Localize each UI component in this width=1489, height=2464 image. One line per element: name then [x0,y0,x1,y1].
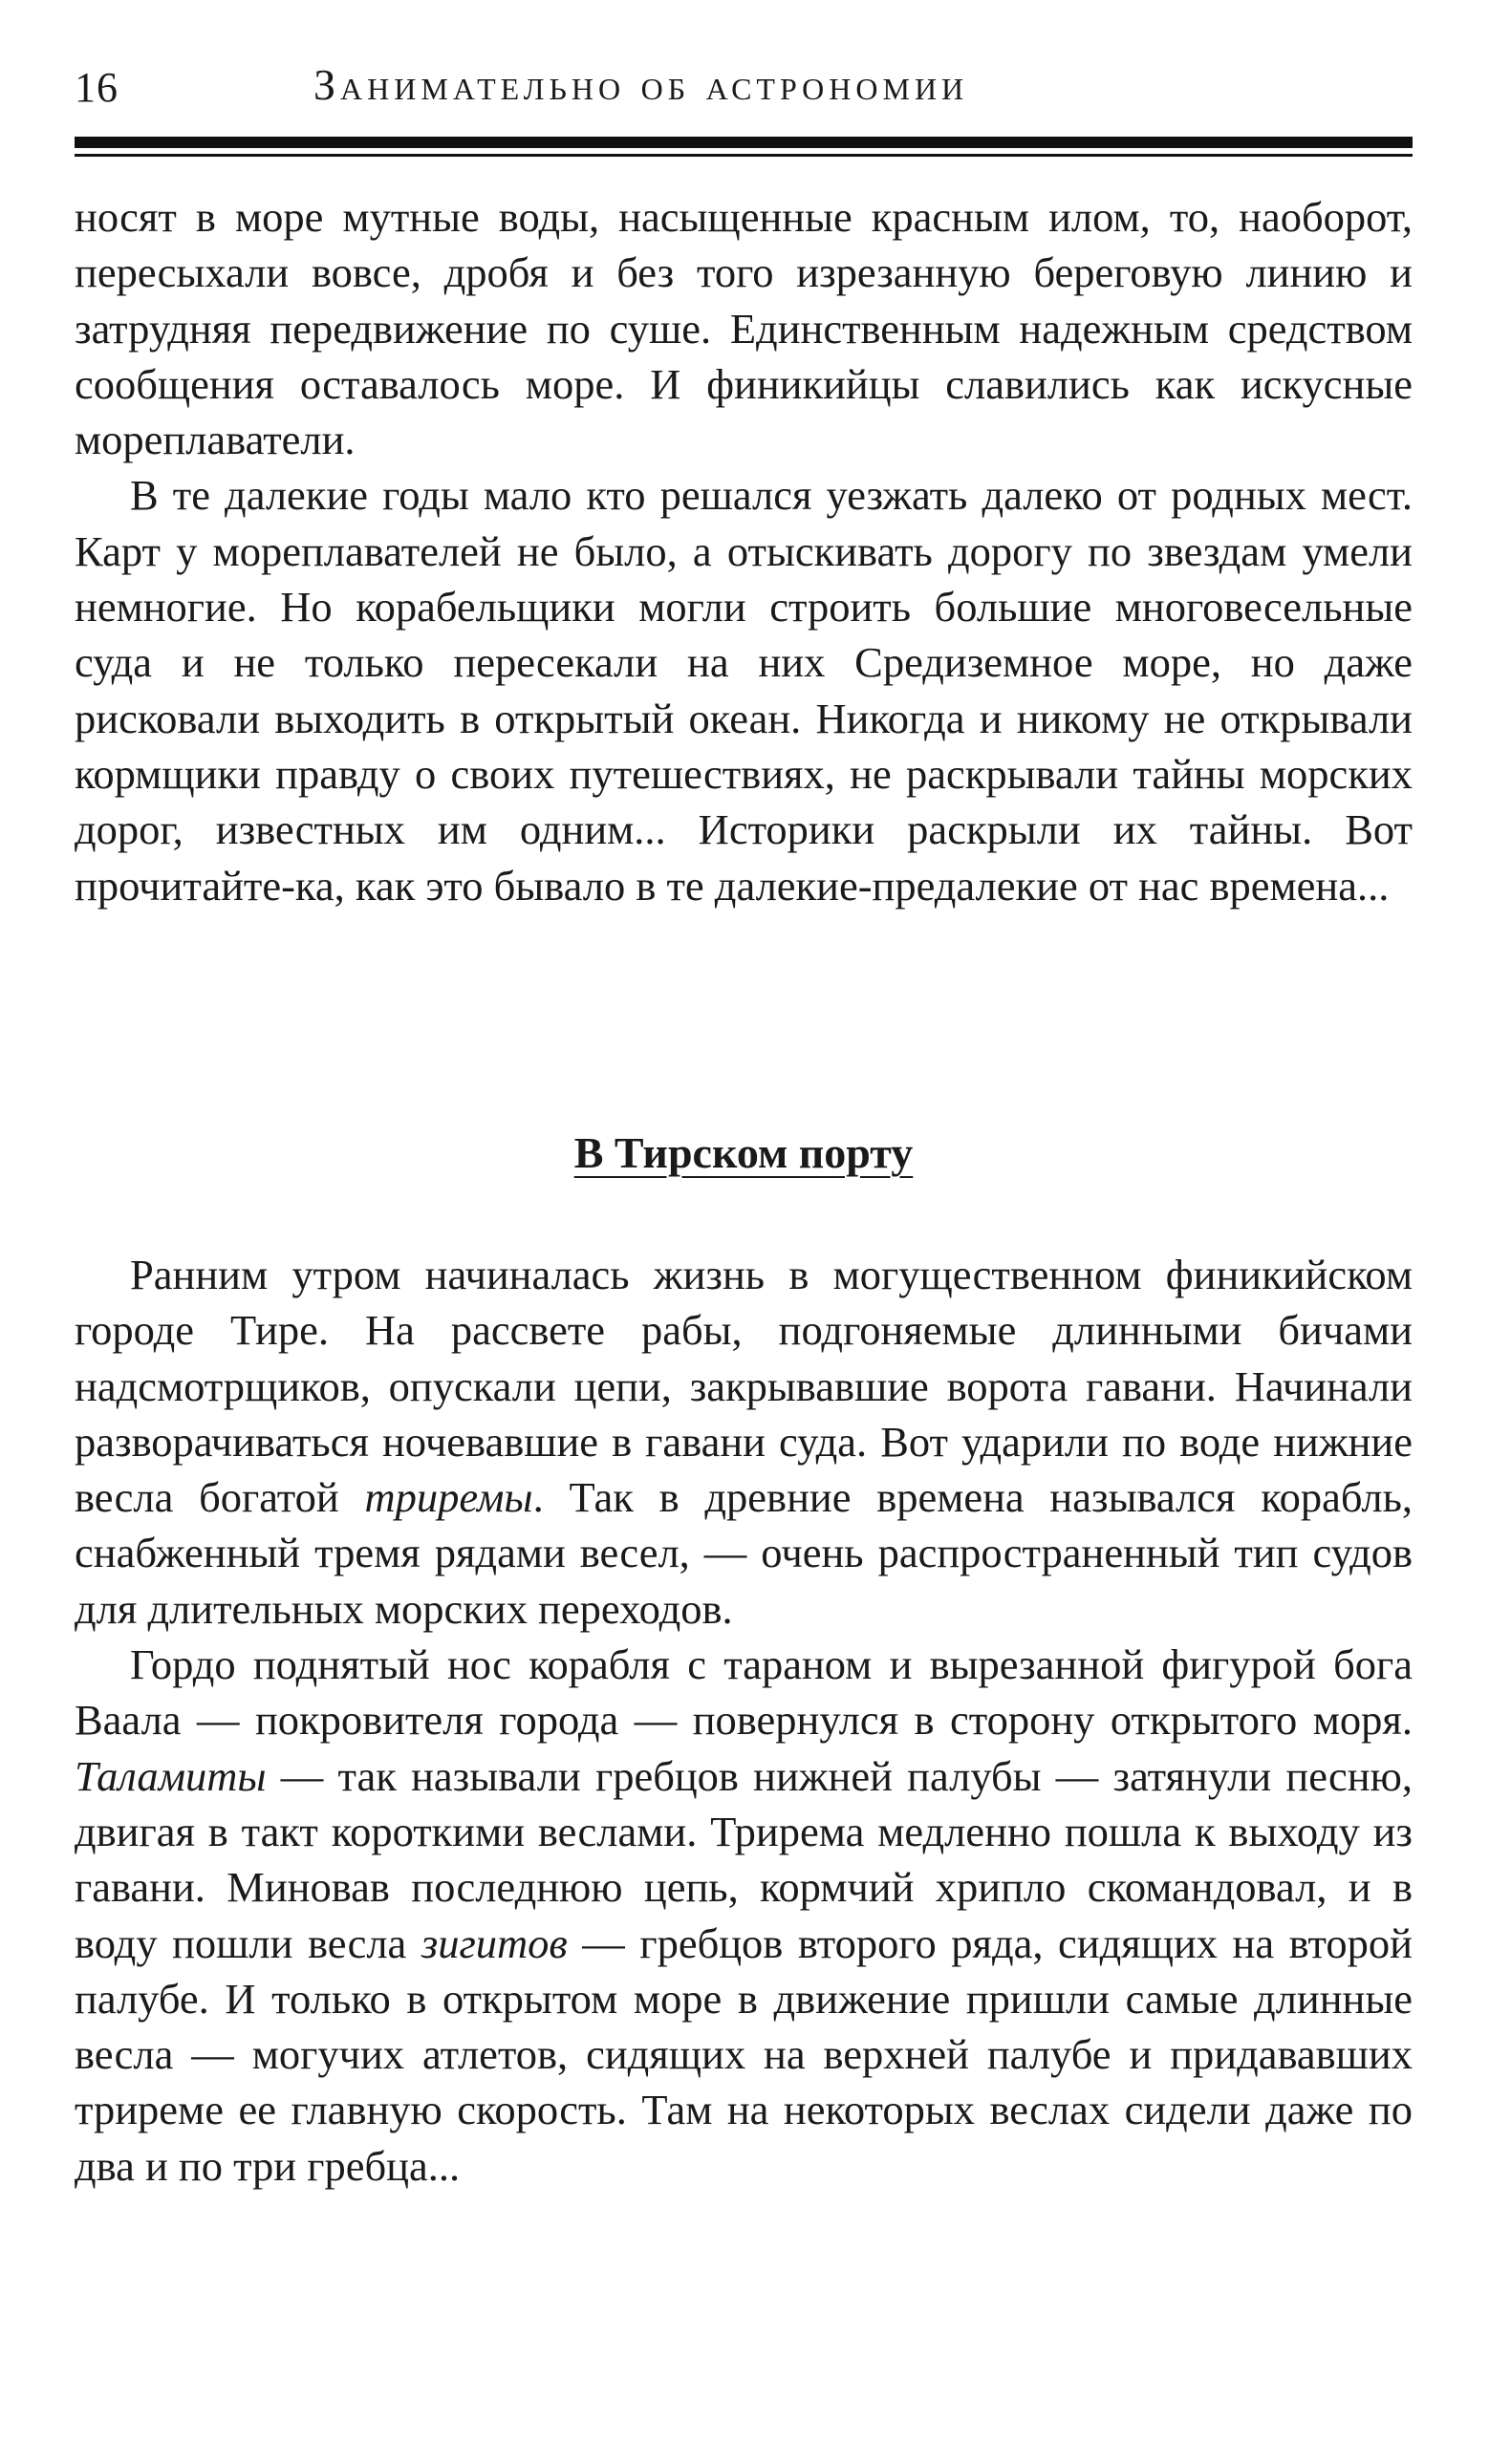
paragraph-2-text-b: — так называли гребцов нижней палубы — затянули песню, двигая в такт короткими веслами. Трирема медленно пошла к выходу из гавани. Миновав последнюю цепь, кормчий хрипло скомандовал, и в воду пошли весла [75,1751,1413,1967]
term-trireme: триремы [364,1473,533,1522]
paragraph-1-text-a: Ранним утром начиналась жизнь в могущественном финикийском городе Тире. На рассвете рабы, подгоняемые длинными бичами надсмотрщиков, опускали цепи, закрывавшие ворота гавани. Начинали разворачиваться ночевавшие в гавани суда. Вот ударили по воде нижние весла богатой [75,1251,1413,1522]
running-head [75,59,1413,117]
paragraph-2-text-a: Гордо поднятый нос корабля с тараном и вырезанной фигурой бога Ваала — покровителя города — повернулся в сторону открытого моря. [75,1640,1413,1745]
intro-text [75,189,1413,913]
term-zygites: зигитов [421,1918,568,1967]
running-title: Занимательно об астрономии [313,60,969,109]
header-rule-thick [75,137,1413,148]
header-rule-thin [75,154,1413,157]
section-text [75,1247,1413,2194]
section-paragraph-2 [75,1637,1413,2194]
intro-paragraph-1: носят в море мутные воды, насыщенные красным илом, то, наоборот, пересыхали вовсе, дробя и без того изрезанную береговую линию и затрудняя передвижение по суше. Единственным надежным средством сообщения оставалось море. И финикийцы славились как искусные мореплаватели. [75,193,1413,464]
term-thalamites: Таламиты [75,1751,267,1800]
paragraph-2-text-c: — гребцов второго ряда, сидящих на второй палубе. И только в открытом море в движение пришли самые длинные весла — могучих атлетов, сидящих на верхней палубе и придававших триреме ее главную скорость. Там на некоторых веслах сидели даже по два и по три гребца... [75,1918,1413,2190]
page-number: 16 [75,64,119,111]
section-heading [75,1127,1413,1178]
paragraph-1-text-b: . Так в древние времена назывался корабль, снабженный тремя рядами весел, — очень распространенный тип судов для длительных морских переходов. [75,1473,1413,1633]
intro-paragraph-2: В те далекие годы мало кто решался уезжать далеко от родных мест. Карт у мореплавателей не было, а отыскивать дорогу по звездам умели немногие. Но корабельщики могли строить большие многовесельные суда и не только пересекали на них Средиземное море, но даже рисковали выходить в открытый океан. Никогда и никому не открывали кормщики правду о своих путешествиях, не раскрывали тайны морских дорог, известных им одним... Историки раскрыли их тайны. Вот прочитайте-ка, как это бывало в те далекие-предалекие от нас времена... [75,471,1413,910]
section-paragraph-1 [75,1247,1413,1637]
section-heading-text: В Тирском порту [573,1128,914,1177]
